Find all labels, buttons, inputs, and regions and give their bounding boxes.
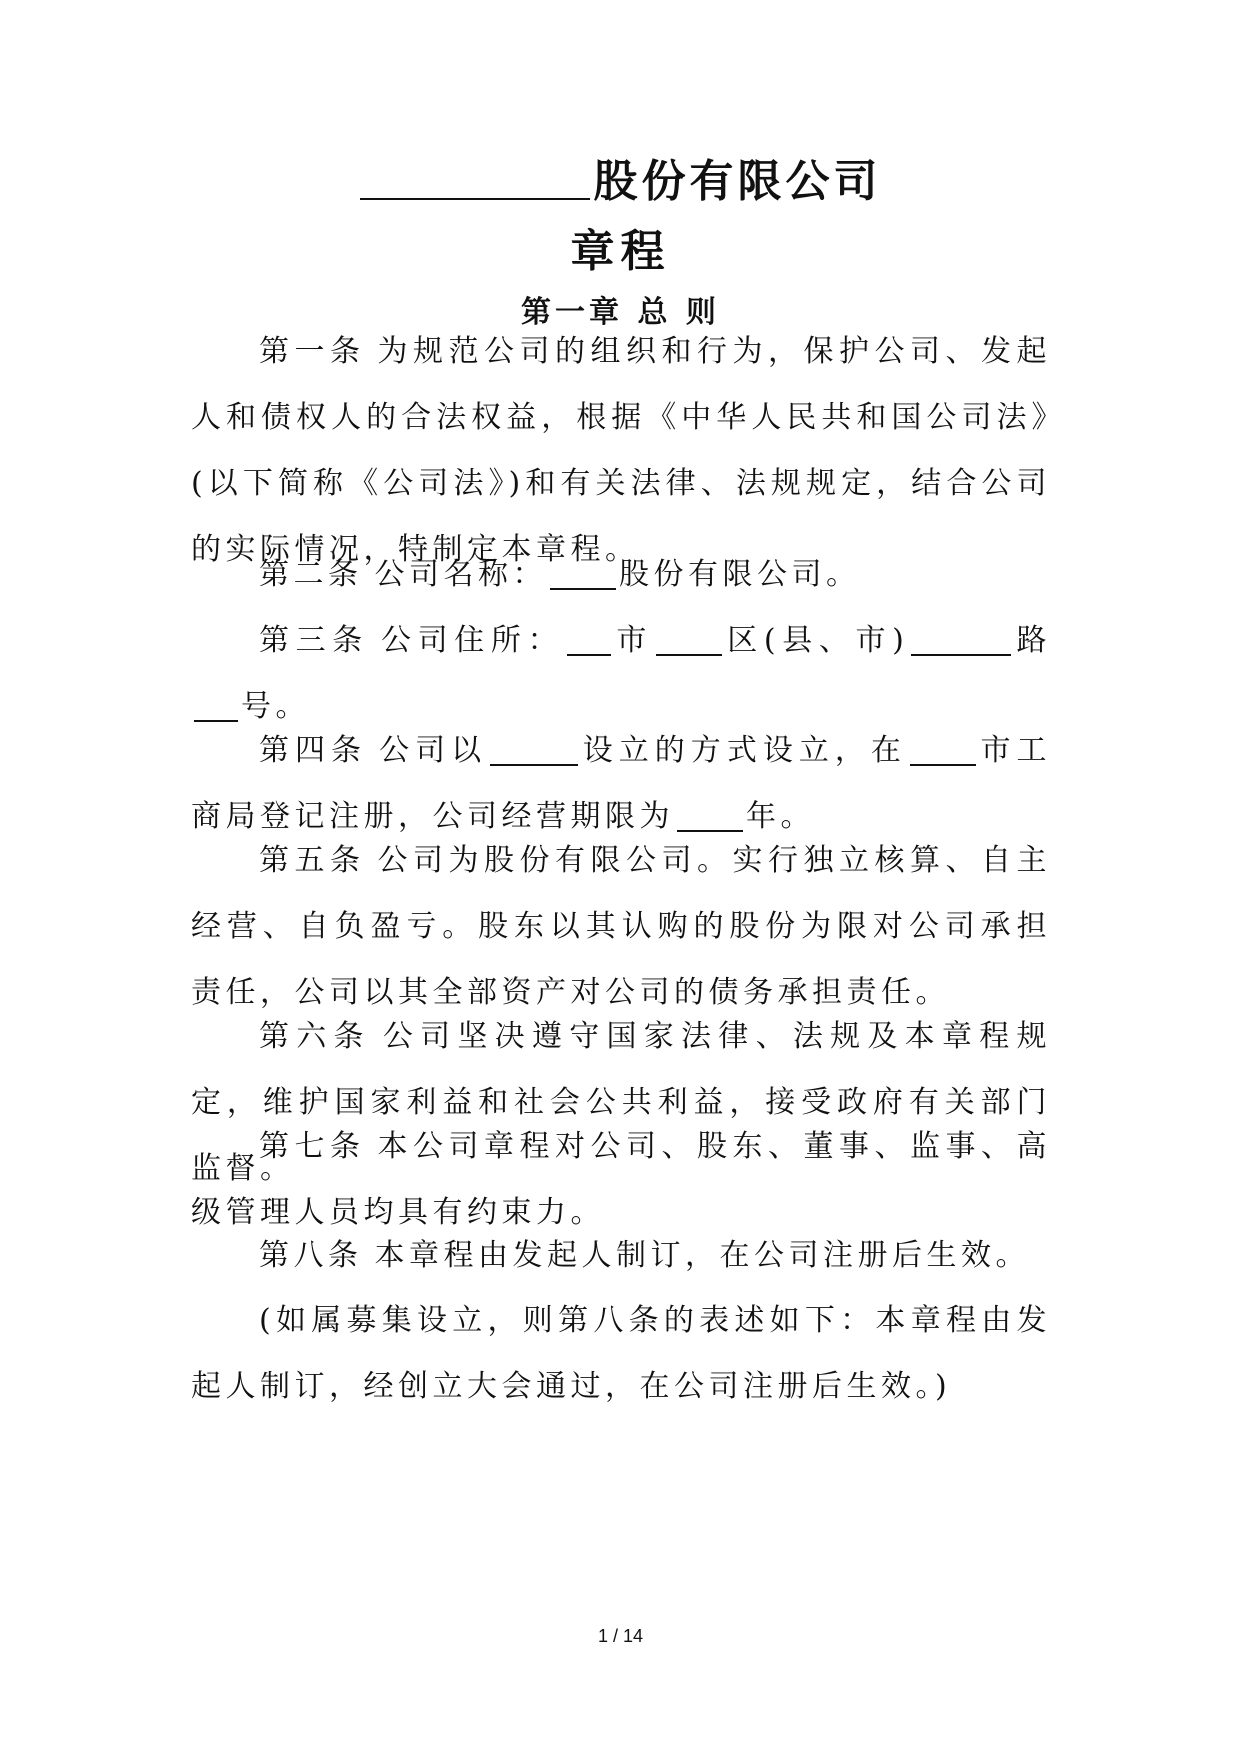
- article-label: 第四条: [259, 733, 368, 768]
- article-text: 公司住所：: [380, 623, 565, 658]
- chapter-title: 第一章 总 则: [521, 295, 720, 330]
- fill-blank: [910, 734, 976, 766]
- fill-blank: [911, 624, 1011, 656]
- article-text: 年。: [746, 799, 815, 834]
- article-text: 本章程由发起人制订，在公司注册后生效。: [374, 1238, 1030, 1273]
- article-text: 号。: [241, 689, 310, 724]
- fill-blank: [550, 558, 616, 590]
- article-text: 公司名称：: [374, 557, 547, 592]
- article-text: 为规范公司的组织和行为，保护公司、发起人和债权人的合法权益，根据《中华人民共和国公司法》(以下简称《公司法》)和有关法律、法规规定，结合公司的实际情况，特制定本章程。: [191, 334, 1051, 567]
- fill-blank: [490, 734, 578, 766]
- article-label: 第二条: [259, 557, 363, 592]
- article-label: 第一条: [259, 334, 366, 369]
- article-text: 区(县、市): [725, 623, 909, 658]
- article-text: 市工商局登记注册，公司经营期限为: [191, 733, 1052, 834]
- company-title-suffix: 股份有限公司: [593, 156, 882, 207]
- article-label: 第七条: [259, 1129, 366, 1164]
- page-number: 1 / 14: [597, 1626, 644, 1646]
- article-text: 公司坚决遵守国家法律、法规及本章程规定，维护国家利益和社会公共利益，接受政府有关部门监督。: [191, 1019, 1052, 1186]
- article-label: 第八条: [259, 1238, 363, 1273]
- article-text: 设立的方式设立，在: [581, 733, 907, 768]
- fill-blank: [656, 624, 722, 656]
- article-label: 第三条: [259, 623, 369, 658]
- article-8-note: (如属募集设立，则第八条的表述如下：本章程由发起人制订，经创立大会通过，在公司注册后生效。): [191, 1303, 1051, 1404]
- company-name-blank: [360, 154, 590, 200]
- article-2: [191, 542, 1051, 608]
- fill-blank: [567, 624, 611, 656]
- article-label: 第五条: [259, 843, 366, 878]
- article-text: 公司为股份有限公司。实行独立核算、自主经营、自负盈亏。股东以其认购的股份为限对公司承担责任，公司以其全部资产对公司的债务承担责任。: [191, 843, 1051, 1010]
- article-text: 公司以: [379, 733, 488, 768]
- article-label: 第六条: [259, 1019, 371, 1054]
- article-text: 路: [1014, 623, 1052, 658]
- article-8: [191, 1223, 1051, 1289]
- article-text: 股份有限公司。: [619, 557, 861, 592]
- article-5: [191, 828, 1051, 1026]
- article-text: 市: [614, 623, 654, 658]
- document-title: 章程: [570, 226, 671, 277]
- company-title: [0, 152, 1241, 212]
- article-text: 本公司章程对公司、股东、董事、监事、高级管理人员均具有约束力。: [191, 1129, 1051, 1230]
